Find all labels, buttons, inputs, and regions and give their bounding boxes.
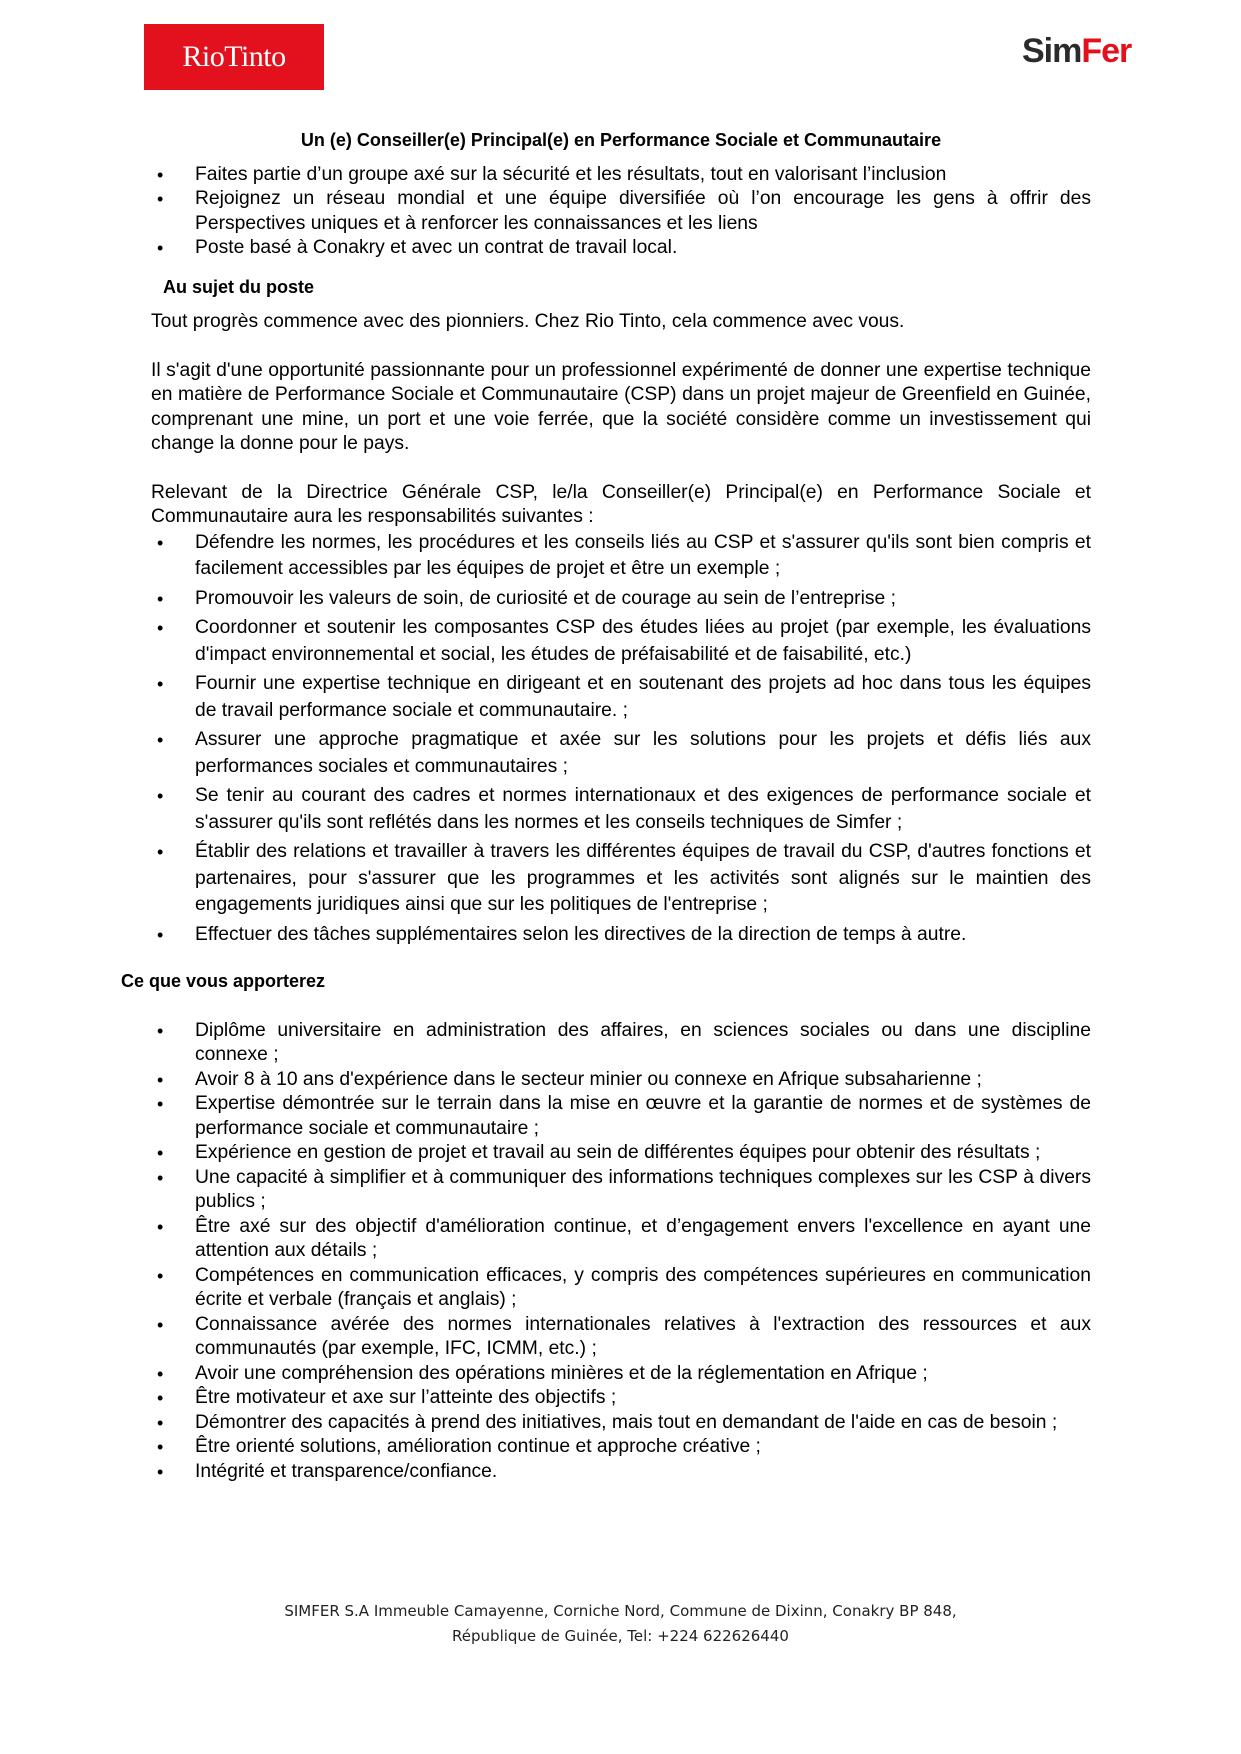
qualifications-list [151, 1019, 1091, 1485]
list-item: • Établir des relations et travailler à travers les différentes équipes de travail du CSP, d'autres fonctions et partenaires, pour s'assurer que les programmes et les activités sont alignés sur le maintien des engagements juridiques ainsi que sur les politiques de l'entreprise ; [151, 839, 1091, 919]
list-item: • Expérience en gestion de projet et travail au sein de différentes équipes pour obtenir des résultats ; [151, 1141, 1091, 1166]
simfer-logo [1022, 32, 1131, 71]
paragraph-intro: Tout progrès commence avec des pionniers. Chez Rio Tinto, cela commence avec vous. [151, 311, 905, 332]
list-item: • Connaissance avérée des normes internationales relatives à l'extraction des ressources et aux communautés (par exemple, IFC, ICMM, etc.) ; [151, 1313, 1091, 1362]
list-item: • Compétences en communication efficaces, y compris des compétences supérieures en communication écrite et verbale (français et anglais) ; [151, 1264, 1091, 1313]
list-item: • Rejoignez un réseau mondial et une équipe diversifiée où l’on encourage les gens à offrir des Perspectives uniques et à renforcer les connaissances et les liens [151, 187, 1091, 236]
list-item: • Promouvoir les valeurs de soin, de curiosité et de courage au sein de l’entreprise ; [151, 586, 1091, 613]
list-item: • Démontrer des capacités à prend des initiatives, mais tout en demandant de l'aide en cas de besoin ; [151, 1411, 1091, 1436]
list-item: • Diplôme universitaire en administration des affaires, en sciences sociales ou dans une discipline connexe ; [151, 1019, 1091, 1068]
list-item: • Faites partie d’un groupe axé sur la sécurité et les résultats, tout en valorisant l’inclusion [151, 163, 1091, 188]
section-heading-about: Au sujet du poste [163, 276, 315, 297]
list-item: • Expertise démontrée sur le terrain dans la mise en œuvre et la garantie de normes et de systèmes de performance sociale et communautaire ; [151, 1092, 1091, 1141]
list-item: • Assurer une approche pragmatique et axée sur les solutions pour les projets et défis liés aux performances sociales et communautaires ; [151, 727, 1091, 780]
simfer-logo-fer: Fer [1081, 32, 1132, 70]
list-item: • Coordonner et soutenir les composantes CSP des études liées au projet (par exemple, les évaluations d'impact environnemental et social, les études de préfaisabilité et de faisabilité, etc.) [151, 615, 1091, 668]
list-item: • Fournir une expertise technique en dirigeant et en soutenant des projets ad hoc dans tous les équipes de travail performance sociale et communautaire. ; [151, 671, 1091, 724]
list-item: • Une capacité à simplifier et à communiquer des informations techniques complexes sur les CSP à divers publics ; [151, 1166, 1091, 1215]
simfer-logo-sim: Sim [1022, 32, 1082, 70]
riotinto-logo-text: RioTinto [182, 40, 286, 73]
list-item: • Être orienté solutions, amélioration continue et approche créative ; [151, 1435, 1091, 1460]
list-item: • Défendre les normes, les procédures et les conseils liés au CSP et s'assurer qu'ils sont bien compris et facilement accessibles par les équipes de projet et être un exemple ; [151, 530, 1091, 583]
list-item: • Effectuer des tâches supplémentaires selon les directives de la direction de temps à autre. [151, 922, 1091, 949]
footer-address-line: SIMFER S.A Immeuble Camayenne, Corniche Nord, Commune de Dixinn, Conakry BP 848, [284, 1602, 957, 1620]
responsibilities-list [151, 530, 1091, 949]
intro-bullet-list [151, 163, 1091, 261]
riotinto-logo [144, 24, 324, 90]
footer-country-line: République de Guinée, Tel: +224 622626440 [452, 1627, 789, 1645]
page-title: Un (e) Conseiller(e) Principal(e) en Performance Sociale et Communautaire [300, 130, 942, 150]
paragraph-opportunity: Il s'agit d'une opportunité passionnante pour un professionnel expérimenté de donner une expertise technique en matière de Performance Sociale et Communautaire (CSP) dans un projet majeur de Greenfield en Guinée, comprenant une mine, un port et une voie ferrée, que la société considère comme un investissement qui change la donne pour le pays. [151, 359, 1091, 454]
list-item: • Poste basé à Conakry et avec un contrat de travail local. [151, 236, 1091, 261]
list-item: • Se tenir au courant des cadres et normes internationaux et des exigences de performance sociale et s'assurer qu'ils sont reflétés dans les normes et les conseils techniques de Simfer ; [151, 783, 1091, 836]
list-item: • Avoir 8 à 10 ans d'expérience dans le secteur minier ou connexe en Afrique subsaharienne ; [151, 1068, 1091, 1093]
list-item: • Être axé sur des objectif d'amélioration continue, et d’engagement envers l'excellence en ayant une attention aux détails ; [151, 1215, 1091, 1264]
document-body [121, 128, 1091, 1484]
list-item: • Intégrité et transparence/confiance. [151, 1460, 1091, 1485]
paragraph-reporting: Relevant de la Directrice Générale CSP, le/la Conseiller(e) Principal(e) en Performance Sociale et Communautaire aura les responsabilités suivantes : [151, 481, 1091, 527]
section-heading-bring: Ce que vous apporterez [121, 971, 326, 991]
list-item: • Avoir une compréhension des opérations minières et de la réglementation en Afrique ; [151, 1362, 1091, 1387]
list-item: • Être motivateur et axe sur l’atteinte des objectifs ; [151, 1386, 1091, 1411]
page-footer [0, 1599, 1241, 1649]
